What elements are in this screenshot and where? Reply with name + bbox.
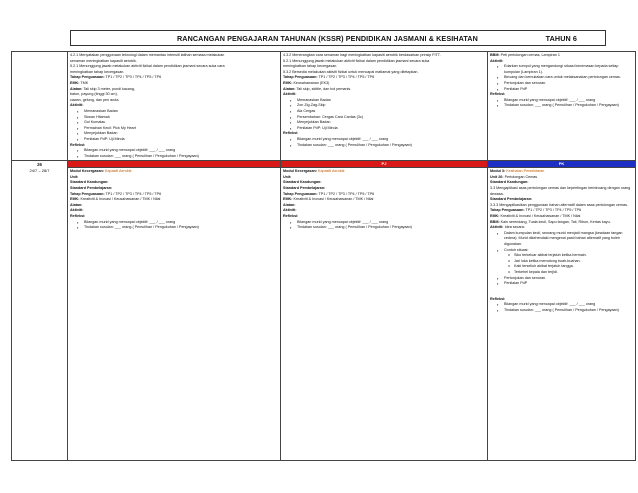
activity-list [490, 276, 633, 287]
week-cell [12, 52, 68, 161]
list-item: ▪ Bilangan murid yang mencapai objektif: ___ / ___ orang [504, 302, 633, 308]
list-item: o Terkehel kepala dan terjidi. [514, 270, 633, 276]
pj-cell-right: Modul Kecergasan: Kapasiti Aerobik Unit: Standard Kandungan: Standard Pembelajaran: Tahap Penguasaan: TP1 / TP2 / TP3 / TP4 / TP5 / TP6 EMK: Kreativiti & Inovasi / Keusahawanan / TMK / Nilai Alatan: Aktiviti: Refleksi: ▪ Bilangan murid yang mencapai objektif: ___ / ___ orang ▪ Tindakan susulan: ___ orang ( Pemulihan / Pengukuhan / Pengayaan) [281, 168, 488, 461]
header-box [70, 30, 606, 46]
table-row [12, 52, 636, 161]
pj-cell-left: Modul Kecergasan: Kapasiti Aerobik Unit: Standard Kandungan: Standard Pembelajaran: Tahap Penguasaan: TP1 / TP2 / TP3 / TP4 / TP5 / TP6 EMK: Kreativiti & Inovasi / Keusahawanan / TMK / Nilai Alatan: Aktiviti: Refleksi: ▪ Bilangan murid yang mencapai objektif: ___ / ___ orang ▪ Tindakan susulan: ___ orang ( Pemulihan / Pengukuhan / Pengayaan) [68, 168, 281, 461]
list-item: ▪ Tindakan susulan: ___ orang ( Pemulihan / Pengukuhan / Pengayaan) [84, 154, 278, 160]
list-item: ▪ Tindakan susulan: ___ orang ( Pemulihan / Pengukuhan / Pengayaan) [297, 143, 485, 149]
reflection-list [490, 302, 633, 313]
reflection-list [283, 220, 485, 231]
list-item: ▪ Bilangan murid yang mencapai objektif: ___ / ___ orang [297, 137, 485, 143]
situation-list [490, 253, 633, 275]
sp-text: 4.2.1 Menyatakan penggunaan teknologi dalam memantau intensiti latihan semasa melakukan senaman meningkatkan kapasiti aerobik. 5.2.1 Menunggung jawab melakukan aktiviti fizikal dalam pendidikan jasmani secara suka cara meningkatkan tahap kecergasan. [70, 53, 225, 74]
list-item: ▪ Contoh situasi: [504, 248, 633, 254]
list-item: ▪ Pertunjukan dan senuran. [504, 81, 633, 87]
list-item: ▪ Penilaian PdP [504, 281, 633, 287]
list-item: ▪ Tindakan susulan: ___ orang ( Pemulihan / Pengukuhan / Pengayaan) [297, 225, 485, 231]
activity-list [490, 231, 633, 253]
list-item: ▪ Bilangan murid yang mencapai objektif: ___ / ___ orang [297, 220, 485, 226]
list-item: ▪ Menyejukkan Badan [297, 120, 485, 126]
activity-list [490, 64, 633, 92]
activity-list [70, 109, 278, 143]
page-title: RANCANGAN PENGAJARAN TAHUNAN (KSSR) PENDIDIKAN JASMANI & KESIHATAN [177, 34, 478, 43]
list-item: ▪ Permainan Kecil: Pick My Heart [84, 126, 278, 132]
activity-list [283, 98, 485, 132]
list-item: ▪ Bincang dan kemukakan cara untuk melaksanakan pertolongan cemas. [504, 75, 633, 81]
list-item: o Jari luka ketika memotong buah-buahan. [514, 259, 633, 265]
reflection-list [283, 137, 485, 148]
plan-table [11, 51, 636, 461]
year-label: TAHUN 6 [545, 34, 577, 43]
list-item: ▪ Persembahan: Cergas Cara Cantas (3c) [297, 115, 485, 121]
sp-text: 4.3.2 Menerangkan cara senaman bagi meningkatkan kapasiti aerobik berdasarkan prinsip FITT. 5.2.1 Menunggung jawab melakukan aktiviti fizikal dalam pendidikan jasmani secara suka meningkatkan tahap kecergasan. 5.3.2 Bersedia melakukan aktiviti fizikal untuk mencapai matlamat yang ditetapkan. [283, 53, 441, 74]
list-item: ▪ Zon Zig-Zag-Skip [297, 103, 485, 109]
reflection-list [70, 220, 278, 231]
list-item: ▪ Tindakan susulan: ___ orang ( Pemulihan / Pengukuhan / Pengayaan) [84, 225, 278, 231]
pj-bar-right: PJ [281, 161, 488, 168]
list-item: ▪ Ala Cergas [297, 109, 485, 115]
list-item: ▪ Edarkan sumpul yang mengandungi situasi kecemasan kepada setiap kumpulan (Lampiran 1). [504, 64, 633, 75]
list-item: ▪ Dalam kumpulan kecil, seorang murid menjadi mangsa (keadaan tangan cedera). Murid dikehendaki mengenal pasti bahan alternatif yang boleh digunakan. [504, 231, 633, 248]
table-row [12, 168, 636, 461]
list-item: o Kaki terseliuh akibat terjatuh tangga. [514, 264, 633, 270]
list-item: ▪ Bilangan murid yang mencapai objektif: ___ / ___ orang [504, 98, 633, 104]
list-item: ▪ Pertunjukan dan senuran. [504, 276, 633, 282]
list-item: o Siku terkeluar akibat terjatuh ketika bermain. [514, 253, 633, 259]
list-item: ▪ Menyejukkan Badan [84, 131, 278, 137]
subject-bar-row [12, 161, 636, 168]
list-item: ▪ Penilaian PdP: Uji Minda [84, 137, 278, 143]
list-item: ▪ Memanaskan Badan [297, 98, 485, 104]
list-item: ▪ Gol Kumalau [84, 120, 278, 126]
week-cell [12, 161, 68, 461]
reflection-list [490, 98, 633, 109]
list-item: ▪ Penilaian PdP: Uji Minda [297, 126, 485, 132]
reflection-list [70, 148, 278, 159]
list-item: ▪ Bilangan murid yang mencapai objektif: ___ / ___ orang [84, 148, 278, 154]
pk-cell: Modul 3: Kesihatan Persekitaran Unit 26: Pertolongan Cemas Standard Kandungan: 3.3 Mengaplikasi asas pertolongan cemas dan kepentingan berbincang dengan orang dewasa. Standard Pembelajaran: 3.3.3 Mengaplikasikan penggunaan bahan alternatif dalam asas pertolongan cemas. Tahap Penguasaan: TP1 / TP2 / TP3 / TP4 / TP5 / TP6 EMK: Kreativiti & Inovasi / Keusahawanan / TMK / Nilai BBM: Kain serendang, Tuala kecil, Sapu tangan, Tali, Ribon, Kertas kayu. Aktiviti: Idea secara: ▪ Dalam kumpulan kecil, seorang murid menjadi mangsa (keadaan tangan cedera). Murid dikehendaki mengenal pasti bahan alternatif yang boleh digunakan. ▪ Contoh situasi: o Siku terkeluar akibat terjatuh ketika bermain. o Jari luka ketika memotong buah-buahan. o Kaki terseliuh akibat terjatuh tangga. o Terkehel kepala dan terjidi. ▪ Pertunjukan dan senuran. ▪ Penilaian PdP Refleksi: ▪ Bilangan murid yang mencapai objektif: ___ / ___ orang ▪ Tindakan susulan: ___ orang ( Pemulihan / Pengukuhan / Pengayaan) [488, 168, 636, 461]
pj-cell-left: 4.2.1 Menyatakan penggunaan teknologi dalam memantau intensiti latihan semasa melakukan senaman meningkatkan kapasiti aerobik. 5.2.1 Menunggung jawab melakukan aktiviti fizikal dalam pendidikan jasmani secara suka cara meningkatkan tahap kecergasan. Tahap Penguasaan: TP1 / TP2 / TP3 / TP4 / TP5 / TP6 EMK: TMK Alatan: Tali skip 3 meter, pundi kacang, baton, payung (tinggi 30 cm), cawan, gelung, dan pen anda. Aktiviti: ▪ Memanaskan Badan ▪ Skwan Hitamah ▪ Gol Kumalau ▪ Permainan Kecil: Pick My Heart ▪ Menyejukkan Badan ▪ Penilaian PdP: Uji Minda Refleksi: ▪ Bilangan murid yang mencapai objektif: ___ / ___ orang ▪ Tindakan susulan: ___ orang ( Pemulihan / Pengukuhan / Pengayaan) [68, 52, 281, 161]
week-number: 26 [37, 162, 42, 168]
pk-bar: PK [488, 161, 636, 168]
pj-cell-right: 4.3.2 Menerangkan cara senaman bagi meningkatkan kapasiti aerobik berdasarkan prinsip FITT. 5.2.1 Menunggung jawab melakukan aktiviti fizikal dalam pendidikan jasmani secara suka meningkatkan tahap kecergasan. 5.3.2 Bersedia melakukan aktiviti fizikal untuk mencapai matlamat yang ditetapkan. Tahap Penguasaan: TP1 / TP2 / TP3 / TP4 / TP5 / TP6 EMK: Keusahawanan (EK3) Alatan: Tali skip, skittle, dan bol pemanis. Aktiviti: ▪ Memanaskan Badan ▪ Zon Zig-Zag-Skip ▪ Ala Cergas ▪ Persembahan: Cergas Cara Cantas (3c) ▪ Menyejukkan Badan ▪ Penilaian PdP: Uji Minda Refleksi: ▪ Bilangan murid yang mencapai objektif: ___ / ___ orang ▪ Tindakan susulan: ___ orang ( Pemulihan / Pengukuhan / Pengayaan) [281, 52, 488, 161]
week-date: 24/7 – 28/7 [29, 168, 50, 174]
list-item: ▪ Penilaian PdP [504, 87, 633, 93]
pk-cell: BBM: Peti pertolongan cemas, Lampiran 1 Aktiviti: ▪ Edarkan sumpul yang mengandungi situasi kecemasan kepada setiap kumpulan (Lampiran 1). ▪ Bincang dan kemukakan cara untuk melaksanakan pertolongan cemas. ▪ Pertunjukan dan senuran. ▪ Penilaian PdP Refleksi: ▪ Bilangan murid yang mencapai objektif: ___ / ___ orang ▪ Tindakan susulan: ___ orang ( Pemulihan / Pengukuhan / Pengayaan) [488, 52, 636, 161]
list-item: ▪ Skwan Hitamah [84, 115, 278, 121]
list-item: ▪ Tindakan susulan: ___ orang ( Pemulihan / Pengukuhan / Pengayaan) [504, 308, 633, 314]
list-item: ▪ Bilangan murid yang mencapai objektif: ___ / ___ orang [84, 220, 278, 226]
list-item: ▪ Memanaskan Badan [84, 109, 278, 115]
pj-bar-left [68, 161, 281, 168]
list-item: ▪ Tindakan susulan: ___ orang ( Pemulihan / Pengukuhan / Pengayaan) [504, 103, 633, 109]
